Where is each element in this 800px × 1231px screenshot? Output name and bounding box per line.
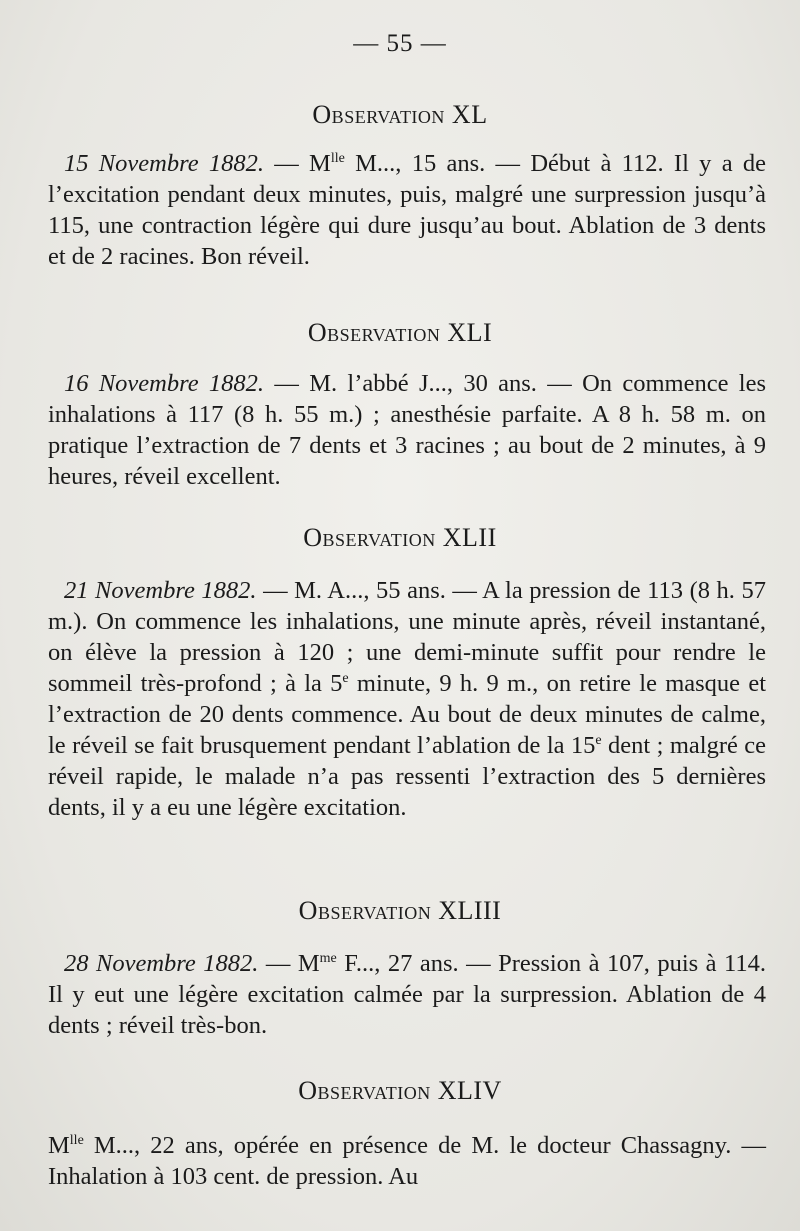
observation-heading-xli: Observation XLI	[307, 318, 493, 347]
observation-body: M..., 15 ans. — Début à 112. Il y a de l’excitation pendant deux minutes, puis, malgré une surpression jusqu’à 115, une contraction légère qui dure jusqu’au bout. Ablation de 3 dents et de 2 racines. Bon réveil.	[48, 150, 766, 270]
observation-text-xliv	[48, 1130, 766, 1192]
observation-heading-xl: Observation XL	[312, 100, 488, 129]
title-abbrev: lle	[330, 150, 345, 166]
observation-heading-xliii: Observation XLIII	[298, 896, 502, 925]
observation-body-part-2: minute, 9 h. 9 m., on retire le masque et l’extraction de 20 dents commence. Au bout de deux minutes de calme, le réveil se fait brusquement pendant l’ablation de la 15	[48, 670, 766, 759]
observation-date: 15 Novembre 1882.	[64, 150, 264, 177]
observation-date: 21 Novembre 1882.	[64, 577, 257, 604]
observation-text-xl	[48, 148, 766, 272]
observation-heading-xliv: Observation XLIV	[298, 1076, 502, 1105]
observation-body: M..., 22 ans, opérée en présence de M. le docteur Chassagny. — Inhalation à 103 cent. de pression. Au	[48, 1132, 766, 1190]
observation-text-xliii	[48, 948, 766, 1041]
observation-date: 16 Novembre 1882.	[64, 370, 265, 397]
ordinal-suffix: e	[342, 670, 349, 686]
title-abbrev: lle	[69, 1132, 84, 1148]
ordinal-suffix: e	[595, 732, 602, 748]
observation-lead: — M	[263, 150, 331, 177]
observation-body-part-3: dent ; malgré ce réveil rapide, le malade n’a pas ressenti l’extraction des 5 dernières dents, il y a eu une légère excitation.	[48, 732, 766, 821]
title-abbrev: me	[319, 950, 337, 966]
observation-text-xli	[48, 368, 766, 492]
page-number: — 55 —	[353, 30, 447, 57]
observation-heading-xlii: Observation XLII	[303, 523, 497, 552]
observation-body-part-1: — M. A..., 55 ans. — A la pression de 113 (8 h. 57 m.). On commence les inhalations, une minute après, réveil instantané, on élève la pression à 120 ; une demi-minute suffit pour rendre le sommeil très-profond ; à la 5	[48, 577, 766, 697]
observation-lead: — M	[258, 950, 320, 977]
observation-body: F..., 27 ans. — Pression à 107, puis à 114. Il y eut une légère excitation calmée par la surpression. Ablation de 4 dents ; réveil très-bon.	[48, 950, 766, 1039]
observation-date: 28 Novembre 1882.	[64, 950, 259, 977]
observation-text-xlii	[48, 575, 766, 823]
observation-body: — M. l’abbé J..., 30 ans. — On commence les inhalations à 117 (8 h. 55 m.) ; anesthésie parfaite. A 8 h. 58 m. on pratique l’extraction de 7 dents et 3 racines ; au bout de 2 minutes, à 9 heures, réveil excellent.	[48, 370, 766, 490]
observation-lead: M	[48, 1132, 70, 1159]
